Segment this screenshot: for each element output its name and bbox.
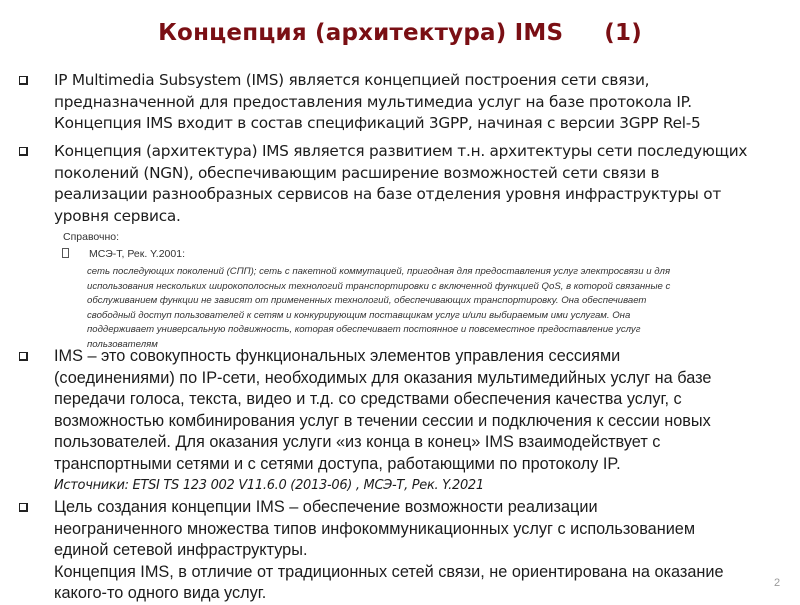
reference-item <box>62 248 185 260</box>
checkbox-bullet-icon <box>19 352 28 361</box>
sources-citation: Источники: ETSI TS 123 002 V11.6.0 (2013-06) , МСЭ-Т, Рек. Y.2021 <box>54 478 484 493</box>
page-number: 2 <box>774 577 781 589</box>
text-line: свободный доступ пользователей к сетям и конкурирующим поставщикам услуг и/или выбираемым ими услугам. Она <box>87 309 631 321</box>
checkbox-bullet-icon <box>19 147 28 156</box>
text-line: пользователям <box>87 338 158 350</box>
text-line: предназначенной для предоставления мультимедиа услуг на базе протокола IP. <box>54 92 692 111</box>
text-line: поколений (NGN), обеспечивающим расширение возможностей сети связи в <box>54 163 660 182</box>
text-line: обслуживанием функции не зависят от примененных технологий, обеспечивающих транспортировку. Она обеспечивает <box>87 295 647 306</box>
reference-label: Справочно: <box>63 231 120 243</box>
slide-title: Концепция (архитектура) IMS (1) <box>158 20 642 46</box>
bullet-ims-components <box>0 346 800 497</box>
text-line: Концепция IMS входит в состав спецификаций 3GPP, начиная с версии 3GPP Rel-5 <box>54 114 701 132</box>
text-line: IMS – это совокупность функциональных элементов управления сессиями <box>54 347 621 365</box>
text-line: возможностью комбинирования услуг в течении сессии и подключения к сессии новых <box>54 411 711 430</box>
bullet-ims-goal <box>0 497 800 605</box>
text-line: Концепция IMS, в отличие от традиционных сетей связи, не ориентирована на оказание <box>54 562 724 581</box>
text-line: передачи голоса, текста, видео и т.д. со средствами обеспечения качества услуг, с <box>54 390 682 408</box>
text-line: Концепция (архитектура) IMS является развитием т.н. архитектуры сети последующих <box>54 142 748 160</box>
text-line: сеть последующих поколений (СПП); сеть с пакетной коммутацией, пригодная для предоставления услуг электросвязи и для <box>87 266 671 277</box>
bullet-text <box>54 497 786 605</box>
text-line: неограниченного множества типов инфокоммуникационных услуг с использованием <box>54 519 696 538</box>
bullet-text <box>54 70 786 135</box>
text-line: Цель создания концепции IMS – обеспечение возможности реализации <box>54 498 598 516</box>
text-line: IP Multimedia Subsystem (IMS) является концепцией построения сети связи, <box>54 71 650 89</box>
text-line: (соединениями) по IP-сети, необходимых для оказания мультимедийных услуг на базе <box>54 368 712 387</box>
text-line: использования нескольких широкополосных технологий транспортировки с включенной функцией QoS, в которой связанные с <box>87 280 671 292</box>
text-line: реализации разнообразных сервисов на базе отделения уровня инфраструктуры от <box>54 185 722 203</box>
checkbox-bullet-icon <box>19 76 28 85</box>
bullet-ngn-evolution <box>0 141 800 227</box>
text-line: единой сетевой инфраструктуры. <box>54 541 308 559</box>
text-line: уровня сервиса. <box>54 206 181 225</box>
checkbox-bullet-icon <box>19 503 28 512</box>
text-line: поддерживает универсальную подвижность, которая обеспечивает постоянное и повсеместное предоставление услуг <box>87 324 641 335</box>
bullet-text <box>54 141 786 227</box>
reference-definition <box>87 265 787 352</box>
bullet-text <box>54 346 786 497</box>
text-line: транспортными сетями и с сетями доступа, работающими по протоколу IP. <box>54 454 621 473</box>
reference-source: МСЭ-Т, Рек. Y.2001: <box>89 248 185 260</box>
bullet-ims-definition <box>0 70 800 135</box>
text-line: пользователей. Для оказания услуги «из конца в конец» IMS взаимодействует с <box>54 433 661 451</box>
text-line: какого-то одного вида услуг. <box>54 584 267 602</box>
small-square-bullet-icon <box>62 248 69 258</box>
